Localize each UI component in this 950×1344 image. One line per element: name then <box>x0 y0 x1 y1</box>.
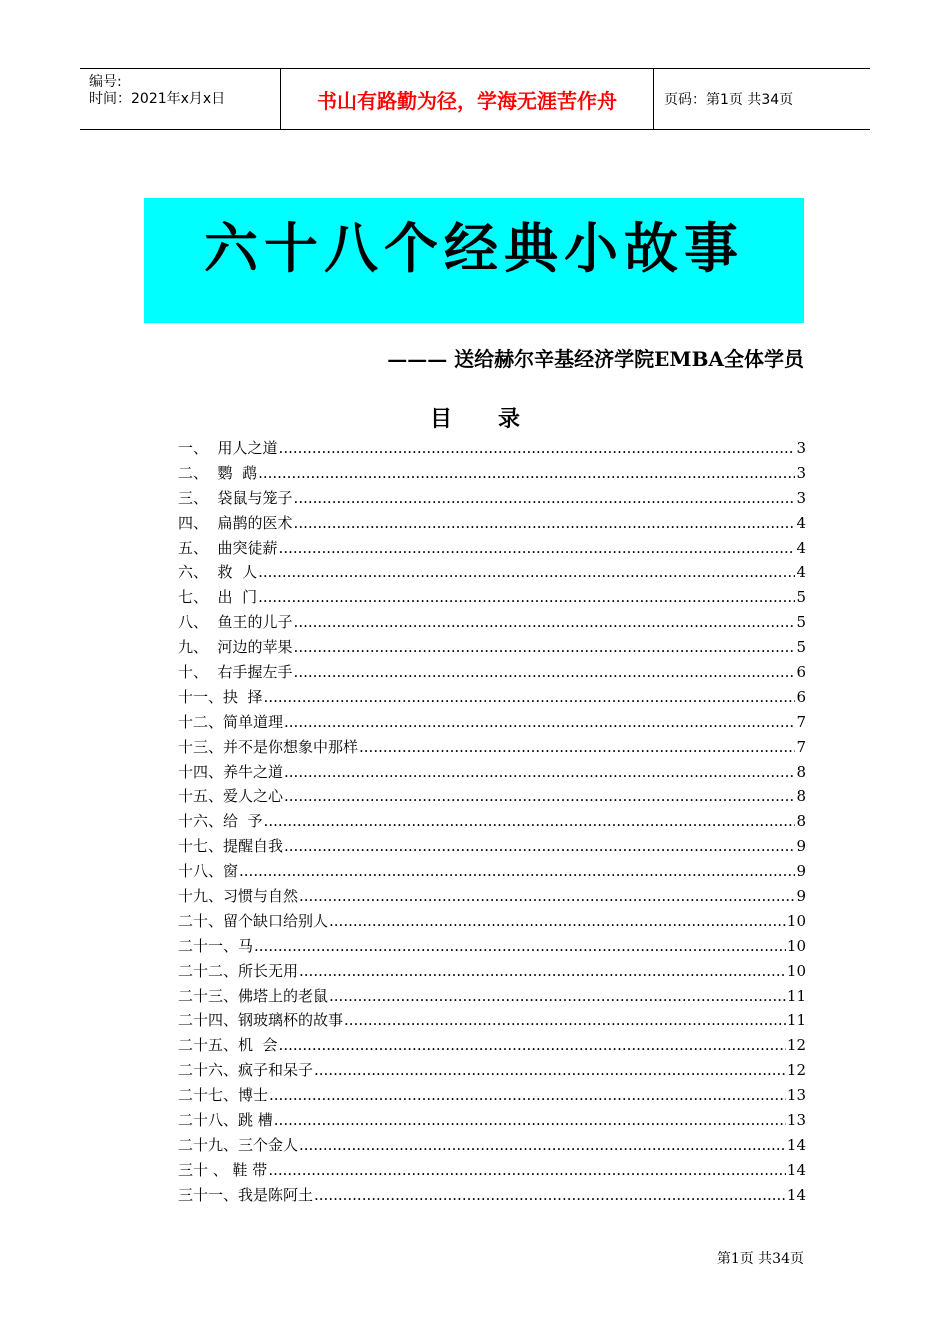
toc-entry-title: 一、 用人之道 <box>178 439 278 457</box>
toc-leader-dots <box>294 486 796 511</box>
header-info-cell <box>80 69 281 129</box>
motto-text: 书山有路勤为径，学海无涯苦作舟 <box>317 88 617 113</box>
toc-entry[interactable] <box>178 685 806 710</box>
toc-entry-title: 六、 救 人 <box>178 563 258 582</box>
toc-entry-title: 二十四、钢玻璃杯的故事 <box>178 1011 344 1030</box>
toc-leader-dots <box>314 1183 786 1208</box>
toc-leader-dots <box>264 809 796 834</box>
toc-entry-title: 十、 右手握左手 <box>178 663 293 682</box>
toc-entry-title: 二十五、机 会 <box>178 1036 278 1055</box>
toc-entry-title: 十七、提醒自我 <box>178 837 284 856</box>
toc-leader-dots <box>258 461 795 486</box>
toc-entry[interactable] <box>178 560 806 585</box>
toc-entry[interactable] <box>178 710 806 735</box>
toc-entry[interactable] <box>178 1058 806 1083</box>
toc-leader-dots <box>284 834 795 859</box>
toc-entry-page: 5 <box>796 638 806 657</box>
toc-entry-page: 8 <box>796 787 806 806</box>
toc-entry-page: 6 <box>796 687 806 706</box>
toc-entry[interactable] <box>178 1083 806 1108</box>
toc-entry[interactable] <box>178 735 806 760</box>
toc-entry-title: 十一、抉 择 <box>178 687 263 706</box>
toc-entry-page: 5 <box>796 588 806 607</box>
toc-entry-page: 3 <box>796 439 806 457</box>
toc-entry[interactable] <box>178 959 806 984</box>
toc-entry[interactable] <box>178 1108 806 1133</box>
document-title: 六十八个经典小故事 <box>204 216 744 280</box>
toc-entry-page: 3 <box>796 463 806 482</box>
toc-entry-page: 4 <box>796 538 806 557</box>
toc-leader-dots <box>299 959 786 984</box>
toc-entry-title: 四、 扁鹊的医术 <box>178 513 293 532</box>
toc-entry-title: 七、 出 门 <box>178 588 258 607</box>
toc-entry[interactable] <box>178 1183 806 1208</box>
toc-entry-page: 9 <box>796 887 806 906</box>
header-page-cell <box>654 69 870 129</box>
toc-entry-title: 二十八、跳 槽 <box>178 1111 273 1130</box>
toc-entry[interactable] <box>178 585 806 610</box>
toc-entry[interactable] <box>178 536 806 561</box>
toc-leader-dots <box>294 610 796 635</box>
toc-entry-page: 12 <box>786 1036 806 1055</box>
document-subtitle: ——— 送给赫尔辛基经济学院EMBA全体学员 <box>387 347 804 371</box>
toc-leader-dots <box>268 1158 786 1183</box>
toc-entry-title: 五、 曲突徒薪 <box>178 538 278 557</box>
toc-entry[interactable] <box>178 784 806 809</box>
toc-entry-title: 二十一、马 <box>178 936 254 955</box>
toc-leader-dots <box>264 685 796 710</box>
toc-leader-dots <box>258 585 795 610</box>
toc-entry-page: 9 <box>796 837 806 856</box>
toc-entry-page: 14 <box>786 1135 806 1154</box>
toc-entry[interactable] <box>178 1158 806 1183</box>
toc-entry[interactable] <box>178 909 806 934</box>
toc-entry-page: 7 <box>796 712 806 731</box>
number-label: 编号: <box>89 74 122 90</box>
toc-entry-title: 二十九、三个金人 <box>178 1135 299 1154</box>
toc-entry-page: 8 <box>796 762 806 781</box>
toc-leader-dots <box>314 1058 786 1083</box>
toc-entry-page: 10 <box>786 936 806 955</box>
toc-entry[interactable] <box>178 461 806 486</box>
toc-entry[interactable] <box>178 486 806 511</box>
toc-entry[interactable] <box>178 934 806 959</box>
toc-heading: 目录 <box>429 406 566 432</box>
toc-leader-dots <box>284 710 795 735</box>
toc-entry-page: 4 <box>796 513 806 532</box>
toc-entry[interactable] <box>178 436 806 461</box>
toc-leader-dots <box>284 784 795 809</box>
toc-entry-page: 11 <box>786 1011 806 1030</box>
title-banner <box>144 198 804 323</box>
toc-entry-title: 二十二、所长无用 <box>178 961 299 980</box>
toc-entry[interactable] <box>178 1008 806 1033</box>
toc-leader-dots <box>269 1083 786 1108</box>
toc-entry-page: 14 <box>786 1160 806 1179</box>
toc-entry[interactable] <box>178 1133 806 1158</box>
toc-entry-title: 二、 鹦 鹉 <box>178 463 258 482</box>
page-footer: 第1页 共34页 <box>716 1251 804 1267</box>
toc-entry-page: 13 <box>786 1086 806 1105</box>
toc-leader-dots <box>284 760 795 785</box>
header-table <box>80 68 870 130</box>
toc-leader-dots <box>279 436 796 461</box>
toc-entry-page: 5 <box>796 613 806 632</box>
toc-entry[interactable] <box>178 984 806 1009</box>
toc-leader-dots <box>279 1033 786 1058</box>
toc-entry-title: 十四、养牛之道 <box>178 762 284 781</box>
toc-entry-page: 3 <box>796 488 806 507</box>
toc-entry[interactable] <box>178 660 806 685</box>
toc-entry-title: 十六、给 予 <box>178 812 263 831</box>
toc-entry-title: 十八、窗 <box>178 862 239 881</box>
toc-leader-dots <box>344 1008 786 1033</box>
toc-entry-page: 13 <box>786 1111 806 1130</box>
toc-leader-dots <box>294 511 796 536</box>
toc-entry[interactable] <box>178 635 806 660</box>
toc-entry-page: 11 <box>786 986 806 1005</box>
toc-leader-dots <box>254 934 786 959</box>
toc-leader-dots <box>239 859 795 884</box>
toc-leader-dots <box>299 1133 786 1158</box>
header-motto-cell <box>281 69 654 129</box>
toc-entry-title: 三十一、我是陈阿土 <box>178 1185 314 1204</box>
toc-entry-page: 10 <box>786 911 806 930</box>
toc-entry-title: 八、 鱼王的儿子 <box>178 613 293 632</box>
toc-entry[interactable] <box>178 884 806 909</box>
toc-entry-title: 九、 河边的苹果 <box>178 638 293 657</box>
toc-entry-title: 二十三、佛塔上的老鼠 <box>178 986 329 1005</box>
toc-entry-page: 4 <box>796 563 806 582</box>
toc-entry[interactable] <box>178 610 806 635</box>
time-label: 时间：2021年x月x日 <box>89 91 226 107</box>
toc-entry-page: 12 <box>786 1061 806 1080</box>
toc-entry[interactable] <box>178 511 806 536</box>
toc-leader-dots <box>294 635 796 660</box>
table-of-contents <box>178 436 806 1208</box>
toc-entry[interactable] <box>178 834 806 859</box>
toc-entry-page: 10 <box>786 961 806 980</box>
toc-entry[interactable] <box>178 1033 806 1058</box>
toc-entry[interactable] <box>178 859 806 884</box>
page-info: 页码：第1页 共34页 <box>664 92 794 108</box>
toc-leader-dots <box>258 560 795 585</box>
toc-entry-page: 6 <box>796 663 806 682</box>
toc-entry-title: 十三、并不是你想象中那样 <box>178 737 359 756</box>
toc-entry-title: 二十、留个缺口给别人 <box>178 911 329 930</box>
toc-leader-dots <box>274 1108 786 1133</box>
toc-entry-title: 二十七、博士 <box>178 1086 269 1105</box>
toc-entry-title: 二十六、疯子和呆子 <box>178 1061 314 1080</box>
toc-entry-page: 14 <box>786 1185 806 1204</box>
toc-entry-title: 十五、爱人之心 <box>178 787 284 806</box>
toc-entry[interactable] <box>178 809 806 834</box>
toc-entry-title: 十二、简单道理 <box>178 712 284 731</box>
toc-leader-dots <box>294 660 796 685</box>
toc-leader-dots <box>359 735 795 760</box>
toc-entry-title: 三十 、 鞋 带 <box>178 1160 268 1179</box>
toc-entry-page: 8 <box>796 812 806 831</box>
toc-entry-page: 7 <box>796 737 806 756</box>
toc-entry-title: 十九、习惯与自然 <box>178 887 299 906</box>
toc-leader-dots <box>329 909 786 934</box>
toc-leader-dots <box>299 884 795 909</box>
toc-entry-page: 9 <box>796 862 806 881</box>
toc-entry[interactable] <box>178 760 806 785</box>
toc-leader-dots <box>329 984 786 1009</box>
toc-leader-dots <box>279 536 796 561</box>
toc-entry-title: 三、 袋鼠与笼子 <box>178 488 293 507</box>
